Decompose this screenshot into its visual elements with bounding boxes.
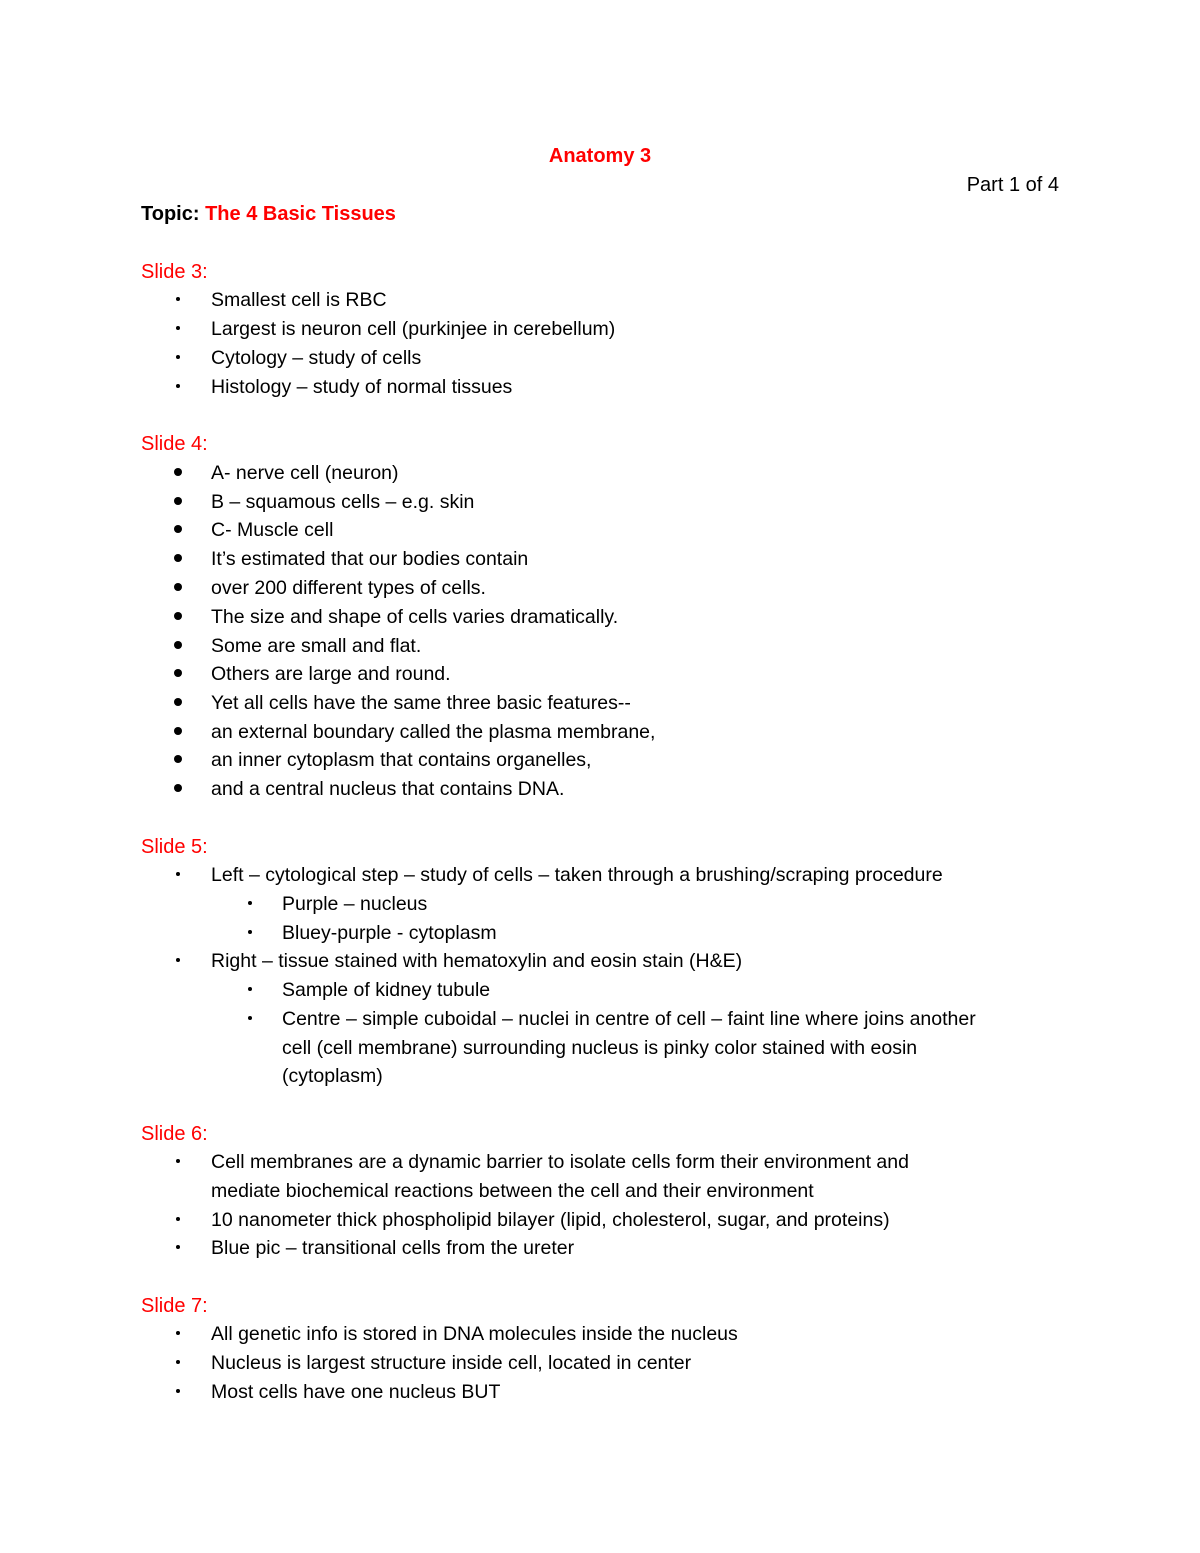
list-item: A- nerve cell (neuron) [211,462,399,484]
bullet-icon [168,547,188,571]
list-item: Sample of kidney tubule [282,979,491,1001]
list-item: Left – cytological step – study of cells – taken through a brushing/scraping procedure [211,864,943,886]
list-item: Purple – nucleus [282,893,428,915]
topic-label: Topic: [141,203,200,225]
list-item: an inner cytoplasm that contains organelles, [211,749,592,771]
document-title: Anatomy 3 [548,145,652,167]
bullet-icon [240,1007,260,1031]
list-item: Largest is neuron cell (purkinjee in cerebellum) [211,318,616,340]
bullet-icon [168,1351,188,1375]
list-item-continuation: (cytoplasm) [282,1065,383,1087]
bullet-icon [168,720,188,744]
list-item: It’s estimated that our bodies contain [211,548,529,570]
slide-heading: Slide 7: [141,1295,208,1317]
bullet-icon [168,605,188,629]
list-item: The size and shape of cells varies dramatically. [211,606,619,628]
part-indicator: Part 1 of 4 [966,174,1059,196]
bullet-icon [168,288,188,312]
list-item: Smallest cell is RBC [211,289,387,311]
slide-heading: Slide 6: [141,1123,208,1145]
bullet-icon [168,490,188,514]
bullet-icon [168,518,188,542]
list-item: Most cells have one nucleus BUT [211,1381,501,1403]
bullet-icon [240,978,260,1002]
bullet-icon [168,634,188,658]
slide-heading: Slide 5: [141,836,208,858]
list-item: Yet all cells have the same three basic features-- [211,692,631,714]
list-item: 10 nanometer thick phospholipid bilayer (lipid, cholesterol, sugar, and proteins) [211,1209,890,1231]
list-item: Nucleus is largest structure inside cell, located in center [211,1352,692,1374]
list-item: Others are large and round. [211,663,451,685]
bullet-icon [168,576,188,600]
list-item: Right – tissue stained with hematoxylin and eosin stain (H&E) [211,950,743,972]
bullet-icon [168,1150,188,1174]
list-item: All genetic info is stored in DNA molecules inside the nucleus [211,1323,738,1345]
topic-value: The 4 Basic Tissues [205,203,396,225]
list-item: Histology – study of normal tissues [211,376,513,398]
bullet-icon [168,662,188,686]
list-item-continuation: mediate biochemical reactions between the cell and their environment [211,1180,814,1202]
bullet-icon [240,892,260,916]
bullet-icon [168,1380,188,1404]
list-item: an external boundary called the plasma membrane, [211,721,656,743]
list-item: Cytology – study of cells [211,347,422,369]
bullet-icon [168,461,188,485]
list-item: Cell membranes are a dynamic barrier to isolate cells form their environment and [211,1151,909,1173]
bullet-icon [168,949,188,973]
bullet-icon [168,748,188,772]
list-item: Bluey-purple - cytoplasm [282,922,497,944]
list-item: Blue pic – transitional cells from the ureter [211,1237,575,1259]
topic-line [141,203,396,226]
bullet-icon [168,863,188,887]
bullet-icon [168,1208,188,1232]
bullet-icon [168,1236,188,1260]
bullet-icon [168,777,188,801]
list-item: B – squamous cells – e.g. skin [211,491,475,513]
bullet-icon [168,317,188,341]
slide-heading: Slide 4: [141,433,208,455]
slide-heading: Slide 3: [141,261,208,283]
bullet-icon [168,691,188,715]
bullet-icon [168,346,188,370]
bullet-icon [168,1322,188,1346]
bullet-icon [168,375,188,399]
list-item: and a central nucleus that contains DNA. [211,778,565,800]
list-item: Centre – simple cuboidal – nuclei in centre of cell – faint line where joins another [282,1008,976,1030]
bullet-icon [240,921,260,945]
list-item: C- Muscle cell [211,519,334,541]
list-item-continuation: cell (cell membrane) surrounding nucleus is pinky color stained with eosin [282,1037,918,1059]
list-item: Some are small and flat. [211,635,422,657]
list-item: over 200 different types of cells. [211,577,486,599]
